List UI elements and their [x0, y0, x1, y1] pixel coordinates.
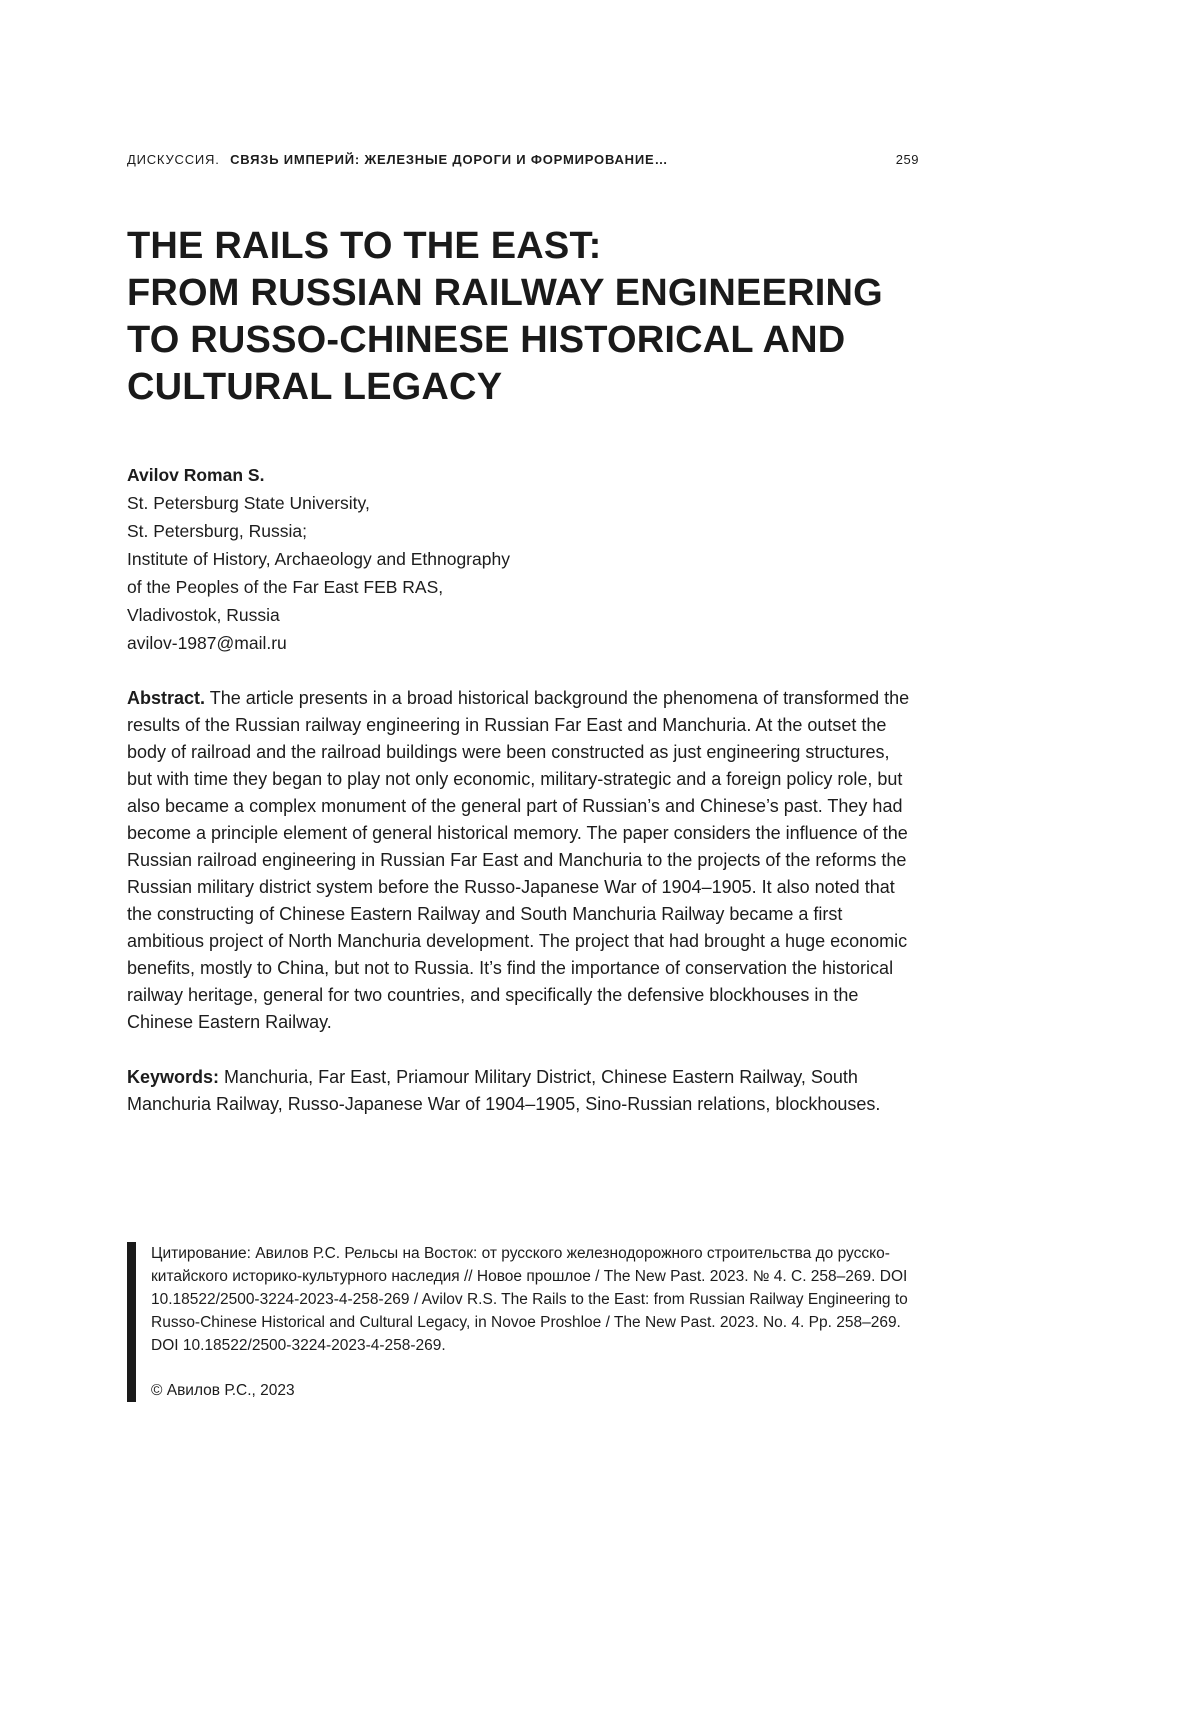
- citation-section: [127, 1242, 937, 1402]
- affiliation-line: St. Petersburg, Russia;: [127, 521, 307, 541]
- author-email: avilov-1987@mail.ru: [127, 633, 287, 653]
- article-title-line: THE RAILS TO THE EAST:: [127, 225, 602, 267]
- keywords-text: Manchuria, Far East, Priamour Military District, Chinese Eastern Railway, South Manchuria Railway, Russo-Japanese War of 1904–1905, Sino-Russian relations, blockhouses.: [127, 1067, 881, 1114]
- article-title-line: TO RUSSO-CHINESE HISTORICAL AND: [127, 319, 846, 361]
- article-title: [127, 223, 919, 411]
- affiliation-line: of the Peoples of the Far East FEB RAS,: [127, 577, 444, 597]
- affiliation-line: Vladivostok, Russia: [127, 605, 280, 625]
- citation-text: Цитирование: Авилов Р.С. Рельсы на Восток: от русского железнодорожного строительства до русско-китайского историко-культурного наследия // Новое прошлое / The New Past. 2023. № 4. С. 258–269. DOI 10.18522/2500-3224-2023-4-258-269 / Avilov R.S. The Rails to the East: from Russian Railway Engineering to Russo-Chinese Historical and Cultural Legacy, in Novoe Proshloe / The New Past. 2023. No. 4. Pp. 258–269. DOI 10.18522/2500-3224-2023-4-258-269.: [151, 1245, 908, 1354]
- running-head: [127, 152, 919, 167]
- copyright-line: © Авилов Р.С., 2023: [151, 1382, 295, 1399]
- running-head-section: ДИСКУССИЯ.: [127, 152, 220, 167]
- keywords-paragraph: [127, 1064, 919, 1118]
- abstract-paragraph: [127, 685, 919, 1036]
- abstract-label: Abstract.: [127, 688, 206, 708]
- article-title-line: CULTURAL LEGACY: [127, 366, 503, 408]
- abstract-text: The article presents in a broad historical background the phenomena of transformed the results of the Russian railway engineering in Russian Far East and Manchuria. At the outset the body of railroad and the railroad buildings were been constructed as just engineering structures, but with time they began to play not only economic, military-strategic and a foreign policy role, but also became a complex monument of the general part of Russian’s and Chinese’s past. They had become a principle element of general historical memory. The paper considers the influence of the Russian railroad engineering in Russian Far East and Manchuria to the projects of the reforms the Russian military district system before the Russo-Japanese War of 1904–1905. It also noted that the constructing of Chinese Eastern Railway and South Manchuria Railway became a first ambitious project of North Manchuria development. The project that had brought a huge economic benefits, mostly to China, but not to Russia. It’s find the importance of conservation the historical railway heritage, general for two countries, and specifically the defensive blockhouses in the Chinese Eastern Railway.: [127, 688, 910, 1032]
- running-head-title: [127, 152, 668, 167]
- author-name: Avilov Roman S.: [127, 465, 265, 485]
- keywords-label: Keywords:: [127, 1067, 220, 1087]
- author-block: [127, 461, 919, 657]
- running-head-text: СВЯЗЬ ИМПЕРИЙ: ЖЕЛЕЗНЫЕ ДОРОГИ И ФОРМИРОВАНИЕ…: [230, 152, 669, 167]
- article-title-line: FROM RUSSIAN RAILWAY ENGINEERING: [127, 272, 883, 314]
- affiliation-line: Institute of History, Archaeology and Ethnography: [127, 549, 510, 569]
- affiliation-line: St. Petersburg State University,: [127, 493, 370, 513]
- citation-accent-bar: [127, 1242, 136, 1402]
- page-number: 259: [895, 152, 919, 167]
